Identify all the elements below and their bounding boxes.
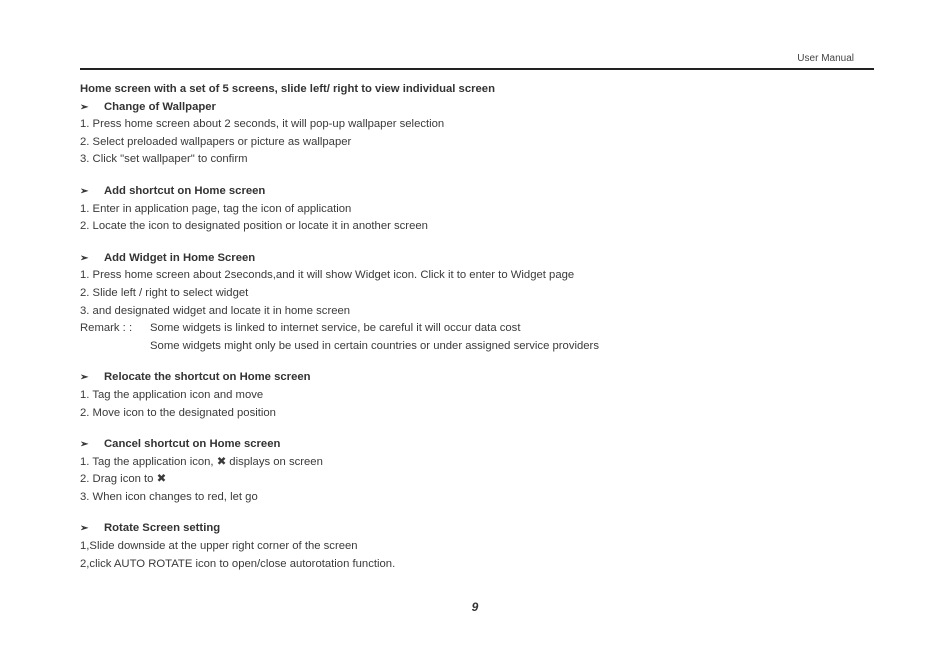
page-number: 9	[471, 600, 479, 614]
step-line: 1,Slide downside at the upper right corner of the screen	[80, 540, 358, 553]
section-title: Cancel shortcut on Home screen	[104, 438, 281, 451]
arrow-bullet-icon: ➢	[80, 372, 89, 384]
step-line: 1. Press home screen about 2 seconds, it will pop-up wallpaper selection	[80, 118, 445, 131]
section-add-shortcut	[80, 183, 880, 236]
section-cancel-shortcut	[80, 436, 880, 506]
remark-line: Some widgets might only be used in certain countries or under assigned service providers	[150, 339, 599, 352]
step-line: 2,click AUTO ROTATE icon to open/close autorotation function.	[80, 557, 396, 570]
section-heading	[80, 436, 880, 454]
step-line: 1. Press home screen about 2seconds,and it will show Widget icon. Click it to enter to Widget page	[80, 269, 575, 282]
step-line: 1. Tag the application icon and move	[80, 388, 264, 401]
arrow-bullet-icon: ➢	[80, 185, 89, 197]
remark	[80, 320, 880, 355]
step-line: 3. When icon changes to red, let go	[80, 490, 258, 503]
step-line: 2. Locate the icon to designated position or locate it in another screen	[80, 220, 428, 233]
remark-lines	[150, 320, 599, 355]
section-heading	[80, 250, 880, 268]
step-line: 2. Move icon to the designated position	[80, 406, 276, 419]
section-title: Add Widget in Home Screen	[104, 251, 256, 264]
step-line: 2. Drag icon to ✖	[80, 473, 167, 486]
header-divider	[80, 68, 874, 70]
section-heading	[80, 520, 880, 538]
header-label: User Manual	[797, 53, 854, 64]
section-heading	[80, 183, 880, 201]
step-line: 1. Enter in application page, tag the icon of application	[80, 202, 352, 215]
section-add-widget	[80, 250, 880, 356]
section-rotate-screen	[80, 520, 880, 573]
section-title: Relocate the shortcut on Home screen	[104, 371, 311, 384]
section-title: Add shortcut on Home screen	[104, 184, 266, 197]
remark-line: Some widgets is linked to internet service, be careful it will occur data cost	[150, 322, 521, 335]
step-line: 3. and designated widget and locate it in home screen	[80, 304, 351, 317]
section-change-wallpaper	[80, 99, 880, 169]
arrow-bullet-icon: ➢	[80, 439, 89, 451]
step-line: 1. Tag the application icon, ✖ displays on screen	[80, 455, 323, 468]
remark-label: Remark : :	[80, 322, 133, 335]
step-line: 2. Select preloaded wallpapers or picture as wallpaper	[80, 135, 352, 148]
arrow-bullet-icon: ➢	[80, 101, 89, 113]
section-heading	[80, 369, 880, 387]
intro-text: Home screen with a set of 5 screens, slide left/ right to view individual screen	[80, 83, 495, 95]
section-title: Rotate Screen setting	[104, 522, 221, 535]
step-line: 3. Click "set wallpaper" to confirm	[80, 153, 248, 166]
manual-content	[80, 81, 880, 573]
section-title: Change of Wallpaper	[104, 100, 216, 113]
arrow-bullet-icon: ➢	[80, 523, 89, 535]
step-line: 2. Slide left / right to select widget	[80, 286, 249, 299]
section-heading	[80, 99, 880, 117]
arrow-bullet-icon: ➢	[80, 252, 89, 264]
section-relocate-shortcut	[80, 369, 880, 422]
